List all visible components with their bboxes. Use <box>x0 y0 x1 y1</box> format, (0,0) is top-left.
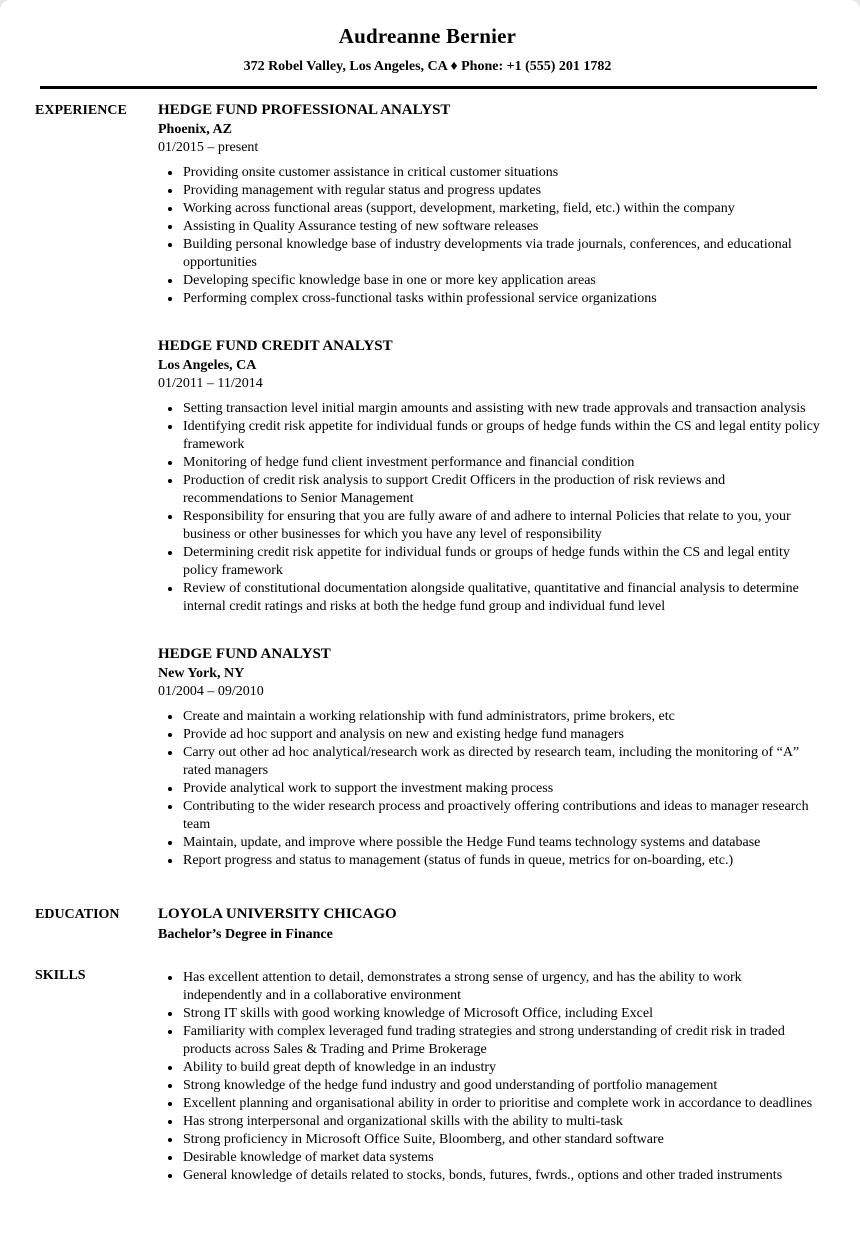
job-bullet: • Report progress and status to management (status of funds in queue, metrics for on-boarding, etc.) <box>182 852 820 870</box>
job-bullet: • Review of constitutional documentation alongside qualitative, quantitative and financial analysis to determine internal credit ratings and risks at both the hedge fund group and individual fund level <box>182 580 820 616</box>
contact-line: 372 Robel Valley, Los Angeles, CA ♦ Phone: +1 (555) 201 1782 <box>243 59 612 74</box>
job-bullet-list <box>158 708 820 870</box>
job-bullet: • Determining credit risk appetite for individual funds or groups of hedge funds within the CS and legal entity policy framework <box>182 544 820 580</box>
job-bullet: • Monitoring of hedge fund client investment performance and financial condition <box>182 454 820 472</box>
skill-bullet: • Has excellent attention to detail, demonstrates a strong sense of urgency, and has the ability to work independently and in a collaborative environment <box>182 969 820 1005</box>
job-bullet: • Identifying credit risk appetite for individual funds or groups of hedge funds within the CS and legal entity policy framework <box>182 418 820 454</box>
experience-content <box>158 102 820 906</box>
job-bullet: • Carry out other ad hoc analytical/research work as directed by research team, including the monitoring of “A” rated managers <box>182 744 820 780</box>
job-title: HEDGE FUND PROFESSIONAL ANALYST <box>158 102 451 118</box>
skill-bullet: • Strong IT skills with good working knowledge of Microsoft Office, including Excel <box>182 1005 820 1023</box>
education-school: LOYOLA UNIVERSITY CHICAGO <box>158 906 397 922</box>
job-entry-2 <box>158 338 820 616</box>
job-entry-1 <box>158 102 820 308</box>
section-education <box>35 906 820 943</box>
job-bullet-list <box>158 164 820 308</box>
job-bullet: • Create and maintain a working relationship with fund administrators, prime brokers, etc <box>182 708 820 726</box>
job-bullet: • Provide ad hoc support and analysis on new and existing hedge fund managers <box>182 726 820 744</box>
skill-bullet: • Has strong interpersonal and organizational skills with the ability to multi-task <box>182 1113 820 1131</box>
resume-header <box>35 24 820 89</box>
job-bullet-list <box>158 400 820 616</box>
job-bullet: • Provide analytical work to support the investment making process <box>182 780 820 798</box>
education-content <box>158 906 820 943</box>
section-label-education: EDUCATION <box>35 907 120 922</box>
skills-bullet-list <box>158 969 820 1185</box>
job-bullet: • Contributing to the wider research process and proactively offering contributions and ideas to manager research team <box>182 798 820 834</box>
job-title: HEDGE FUND CREDIT ANALYST <box>158 338 393 354</box>
job-bullet: • Performing complex cross-functional tasks within professional service organizations <box>182 290 820 308</box>
section-label-skills: SKILLS <box>35 968 86 983</box>
skill-bullet: • Strong knowledge of the hedge fund industry and good understanding of portfolio management <box>182 1077 820 1095</box>
section-spacer <box>35 943 820 967</box>
job-bullet: • Setting transaction level initial margin amounts and assisting with new trade approvals and transaction analysis <box>182 400 820 418</box>
resume-body <box>35 102 820 1185</box>
job-entry-3 <box>158 646 820 870</box>
skill-bullet: • Ability to build great depth of knowledge in an industry <box>182 1059 820 1077</box>
job-bullet: • Production of credit risk analysis to support Credit Officers in the production of risk reviews and recommendations to Senior Management <box>182 472 820 508</box>
job-bullet: • Assisting in Quality Assurance testing of new software releases <box>182 218 820 236</box>
candidate-name: Audreanne Bernier <box>338 24 517 48</box>
section-label-experience: EXPERIENCE <box>35 103 127 118</box>
section-skills <box>35 967 820 1185</box>
job-location: Phoenix, AZ <box>158 122 232 137</box>
job-bullet: • Maintain, update, and improve where possible the Hedge Fund teams technology systems and database <box>182 834 820 852</box>
header-divider <box>40 86 817 89</box>
job-location: Los Angeles, CA <box>158 358 257 373</box>
job-bullet: • Providing management with regular status and progress updates <box>182 182 820 200</box>
job-location: New York, NY <box>158 666 245 681</box>
skill-bullet: • Familiarity with complex leveraged fund trading strategies and strong understanding of credit risk in traded products across Sales & Trading and Prime Brokerage <box>182 1023 820 1059</box>
section-experience <box>35 102 820 906</box>
job-dates: 01/2011 – 11/2014 <box>158 376 263 391</box>
skill-bullet: • Excellent planning and organisational ability in order to prioritise and complete work in accordance to deadlines <box>182 1095 820 1113</box>
skills-content <box>158 967 820 1185</box>
job-bullet: • Providing onsite customer assistance in critical customer situations <box>182 164 820 182</box>
job-bullet: • Building personal knowledge base of industry developments via trade journals, conferences, and educational opportunities <box>182 236 820 272</box>
job-dates: 01/2015 – present <box>158 140 259 155</box>
job-bullet: • Working across functional areas (support, development, marketing, field, etc.) within the company <box>182 200 820 218</box>
job-bullet: • Developing specific knowledge base in one or more key application areas <box>182 272 820 290</box>
job-bullet: • Responsibility for ensuring that you are fully aware of and adhere to internal Policies that relate to you, your business or other businesses for which you have any level of responsibility <box>182 508 820 544</box>
education-degree: Bachelor’s Degree in Finance <box>158 927 333 942</box>
skill-bullet: • General knowledge of details related to stocks, bonds, futures, fwrds., options and other traded instruments <box>182 1167 820 1185</box>
skill-bullet: • Desirable knowledge of market data systems <box>182 1149 820 1167</box>
job-title: HEDGE FUND ANALYST <box>158 646 331 662</box>
skill-bullet: • Strong proficiency in Microsoft Office Suite, Bloomberg, and other standard software <box>182 1131 820 1149</box>
job-dates: 01/2004 – 09/2010 <box>158 684 264 699</box>
